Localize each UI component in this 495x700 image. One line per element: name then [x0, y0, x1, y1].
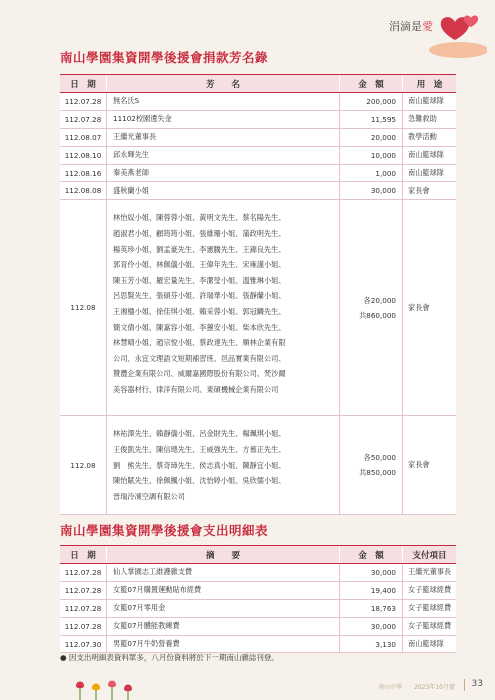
cell-name: 王繼光董事長 [107, 128, 340, 146]
cell-amount: 20,000 [340, 128, 403, 146]
table-row [60, 182, 456, 200]
names-line: 劉 熊先生、蔡奇璋先生、侯志真小姐、陳靜宜小姐、 [113, 460, 286, 470]
footer-info: 南山中學 2023年10月號 [378, 684, 455, 691]
cell-use: 急難救助 [403, 110, 457, 128]
names-line: 晉瑞泠凍空調有限公司 [113, 491, 185, 501]
cell-use: 家長會 [403, 200, 457, 416]
col-date-header: 日 期 [60, 75, 107, 93]
cell-use: 教學活動 [403, 128, 457, 146]
corner-slogan-main: 涓滴是 [389, 20, 422, 33]
names-line: 美容器材行、律洋有限公司、東碩機械企業有限公司 [113, 384, 279, 394]
amount-total: 共860,000 [359, 310, 396, 320]
cell-date: 112.07.28 [60, 617, 107, 635]
names-line: 公司、永宜文理語文短期補習班、邑品實業有限公司、 [113, 353, 286, 363]
col-amount-header: 金 額 [340, 75, 403, 93]
expenses-table [60, 545, 456, 653]
cell-use: 南山籃球隊 [403, 146, 457, 164]
table-row-group [60, 416, 456, 515]
col-item-header: 支付項目 [403, 546, 457, 564]
names-line: 呂思賢先生、張碩芬小姐、許瑞華小姐、張靜蘭小姐、 [113, 291, 286, 301]
cell-item: 女子籃球經費 [403, 617, 457, 635]
page-number: 33 [471, 679, 483, 689]
cell-amount: 18,763 [340, 599, 403, 617]
cell-name: 邱永輝先生 [107, 146, 340, 164]
cell-amount: 30,000 [340, 564, 403, 582]
col-amount-header: 金 額 [340, 546, 403, 564]
cell-amount [340, 416, 403, 515]
table-row [60, 599, 456, 617]
donations-table [60, 74, 456, 515]
cell-desc: 女籃07月購置運動貼布經費 [107, 581, 340, 599]
footer-divider [464, 679, 465, 691]
donations-title: 南山學園集資開學後援會捐款芳名錄 [60, 50, 269, 65]
names-line: 林祐澤先生、賴靜儀小姐、呂金財先生、楊珮琪小姐、 [113, 429, 286, 439]
cell-use: 家長會 [403, 416, 457, 515]
cell-date: 112.07.30 [60, 635, 107, 653]
names-line: 陳怡賦先生、徐佩楓小姐、沈怡婷小姐、吳欣儒小姐、 [113, 476, 286, 486]
table-row [60, 128, 456, 146]
cell-amount: 30,000 [340, 617, 403, 635]
cell-item: 女子籃球經費 [403, 581, 457, 599]
cell-date: 112.07.28 [60, 93, 107, 111]
cell-desc: 女籃07月體能教練費 [107, 617, 340, 635]
table-row [60, 617, 456, 635]
cell-amount: 11,595 [340, 110, 403, 128]
table-row [60, 564, 456, 582]
amount-each: 各20,000 [363, 295, 396, 305]
col-date-header: 日 期 [60, 546, 107, 564]
table-row [60, 146, 456, 164]
cell-desc: 仙人掌園志工維護雜支費 [107, 564, 340, 582]
table-row-group [60, 200, 456, 416]
cell-date: 112.08.07 [60, 128, 107, 146]
names-line: 陳玉芳小姐、羅宏量先生、李潔瑩小姐、溫雅琳小姐、 [113, 275, 286, 285]
heart-hands-icon [367, 8, 487, 58]
cell-use: 南山籃球隊 [403, 93, 457, 111]
cell-amount: 1,000 [340, 164, 403, 182]
cell-name: 11102校園遺失金 [107, 110, 340, 128]
cell-date: 112.07.28 [60, 110, 107, 128]
cell-amount: 30,000 [340, 182, 403, 200]
table-row [60, 164, 456, 182]
cell-name: 秦美燕老師 [107, 164, 340, 182]
cell-names-list [107, 200, 340, 416]
expenses-header-row [60, 546, 456, 564]
names-line: 趙淑君小姐、顧筠筠小姐、張維珊小姐、蒲政明先生、 [113, 228, 286, 238]
cell-amount: 10,000 [340, 146, 403, 164]
cell-amount: 19,400 [340, 581, 403, 599]
cell-name: 無名氏S [107, 93, 340, 111]
col-name-header: 芳 名 [107, 75, 340, 93]
names-line: 王俊凱先生、陳信璁先生、王威強先生、方慕正先生、 [113, 444, 286, 454]
amount-total: 共850,000 [359, 468, 396, 478]
cell-date: 112.08.16 [60, 164, 107, 182]
cell-date: 112.07.28 [60, 599, 107, 617]
amount-each: 各50,000 [363, 453, 396, 463]
table-row [60, 581, 456, 599]
cell-amount [340, 200, 403, 416]
cell-desc: 男籃07月牛奶營養費 [107, 635, 340, 653]
cell-amount: 3,130 [340, 635, 403, 653]
cell-desc: 女籃07月零用金 [107, 599, 340, 617]
names-line: 郭育伶小姐、林佩儀小姐、王偉年先生、宋雍謹小姐、 [113, 260, 286, 270]
cell-date: 112.08 [60, 416, 107, 515]
corner-slogan-accent: 愛 [422, 20, 433, 33]
cell-item: 南山籃球隊 [403, 635, 457, 653]
cell-date: 112.08 [60, 200, 107, 416]
table-row [60, 635, 456, 653]
cell-date: 112.07.28 [60, 581, 107, 599]
col-use-header: 用 途 [403, 75, 457, 93]
table-row [60, 110, 456, 128]
footnote: ● 因支出明細表資料眾多，八月份資料將於下一期南山雜誌刊登。 [60, 653, 279, 662]
expenses-title: 南山學園集資開學後援會支出明細表 [60, 523, 269, 538]
names-line: 林慧晴小姐、趙宗悅小姐、蔡政達先生、順林企業有限 [113, 338, 286, 348]
cell-date: 112.07.28 [60, 564, 107, 582]
cell-item: 王繼光董事長 [403, 564, 457, 582]
names-line: 王湘楹小姐、徐佳琪小姐、賴采蓉小姐、郭冠麟先生、 [113, 306, 286, 316]
cell-use: 南山籃球隊 [403, 164, 457, 182]
cell-amount: 200,000 [340, 93, 403, 111]
names-line: 林怡奴小姐、陳蓉蓉小姐、黃明文先生、蔡名陽先生、 [113, 213, 286, 223]
cell-date: 112.08.08 [60, 182, 107, 200]
names-line: 楊英珍小姐、劉孟豪先生、李憲騰先生、王錦良先生、 [113, 244, 286, 254]
table-row [60, 93, 456, 111]
cell-name: 盛秋蘭小姐 [107, 182, 340, 200]
names-line: 簡文倩小姐、陳嘉容小姐、李蕙安小姐、柴本欣先生、 [113, 322, 286, 332]
cell-item: 女子籃球經費 [403, 599, 457, 617]
names-line: 贊灃企業有限公司、威爾嘉國際股份有限公司、梵沙爾 [113, 369, 286, 379]
cell-use: 家長會 [403, 182, 457, 200]
col-desc-header: 摘 要 [107, 546, 340, 564]
cell-date: 112.08.10 [60, 146, 107, 164]
donations-header-row [60, 75, 456, 93]
cell-names-list [107, 416, 340, 515]
